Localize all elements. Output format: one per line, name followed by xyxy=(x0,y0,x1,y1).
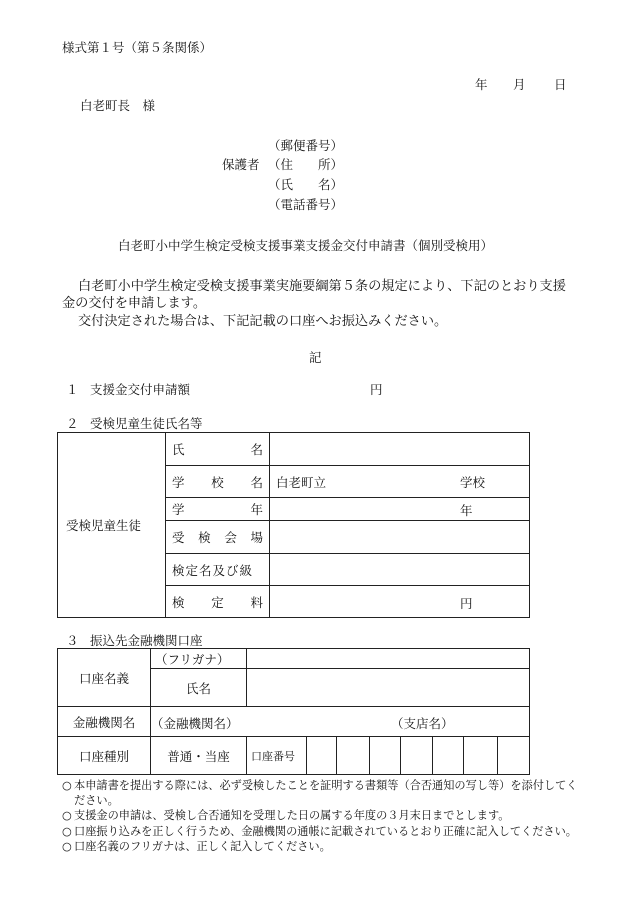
school-prefix: 白老町立 xyxy=(276,474,327,490)
account-digit-7[interactable] xyxy=(498,737,530,775)
account-digit-1[interactable] xyxy=(307,737,337,775)
student-group-label: 受検児童生徒 xyxy=(58,433,166,618)
name-label: （氏 名） xyxy=(268,177,344,192)
section1-number: １ xyxy=(66,382,79,397)
section2-number: ２ xyxy=(66,416,79,431)
grade-field[interactable] xyxy=(270,498,530,521)
notes-list xyxy=(62,778,580,854)
account-digit-2[interactable] xyxy=(337,737,370,775)
postal-code-label: （郵便番号） xyxy=(268,138,344,153)
account-number-label: 口座番号 xyxy=(247,737,307,775)
note-item: ○ 支援金の申請は、受検し合否通知を受理した日の属する年度の３月末日までとします。 xyxy=(62,809,510,823)
branch-name-hint: （支店名） xyxy=(391,715,454,731)
note-item: ○ 本申請書を提出する際には、必ず受検したことを証明する書類等（合否通知の写し等）を添付してください。 xyxy=(62,779,578,808)
date-day: 日 xyxy=(554,77,567,92)
guardian-label: 保護者 xyxy=(222,157,260,172)
exam-venue-field[interactable] xyxy=(270,521,530,554)
exam-name-field[interactable] xyxy=(270,554,530,586)
bank-name-label: 金融機関名 xyxy=(58,707,151,737)
date-month: 月 xyxy=(513,77,526,92)
label-grade: 学 年 xyxy=(166,498,270,521)
account-digit-4[interactable] xyxy=(401,737,433,775)
label-exam-fee: 検 定 料 xyxy=(166,586,270,618)
furigana-label: （フリガナ） xyxy=(151,649,247,669)
body-line-3: 交付決定された場合は、下記記載の口座へお振込みください。 xyxy=(78,314,448,329)
account-digit-6[interactable] xyxy=(464,737,498,775)
holder-name-field[interactable] xyxy=(247,669,530,707)
furigana-field[interactable] xyxy=(247,649,530,669)
label-name: 氏 名 xyxy=(166,433,270,466)
school-field[interactable] xyxy=(270,466,530,498)
addressee: 白老町長 様 xyxy=(80,98,156,113)
account-digit-3[interactable] xyxy=(370,737,401,775)
phone-label: （電話番号） xyxy=(268,197,344,212)
address-label: （住 所） xyxy=(268,157,344,172)
section1-unit: 円 xyxy=(370,382,383,397)
date-year: 年 xyxy=(475,77,488,92)
bank-name-hint: （金融機関名） xyxy=(151,715,239,731)
exam-fee-field[interactable] xyxy=(270,586,530,618)
section3-number: ３ xyxy=(66,633,79,648)
student-name-field[interactable] xyxy=(270,433,530,466)
document-title: 白老町小中学生検定受検支援事業支援金交付申請書（個別受検用） xyxy=(118,238,494,253)
account-type-value[interactable]: 普通・当座 xyxy=(151,737,247,775)
grade-suffix: 年 xyxy=(460,503,473,518)
section2-label: 受検児童生徒氏名等 xyxy=(90,416,203,431)
body-line-1: 白老町小中学生検定受検支援事業実施要綱第５条の規定により、下記のとおり支援 xyxy=(78,279,566,294)
label-school: 学 校 名 xyxy=(166,466,270,498)
fee-suffix: 円 xyxy=(460,595,473,611)
label-exam-venue: 受 検 会 場 xyxy=(166,521,270,554)
ki-heading: 記 xyxy=(309,350,322,365)
school-suffix: 学校 xyxy=(460,474,486,490)
label-exam-name-grade: 検定名及び級 xyxy=(166,554,270,586)
account-type-label: 口座種別 xyxy=(58,737,151,775)
bank-name-field[interactable] xyxy=(151,707,530,737)
student-info-table xyxy=(57,432,530,618)
account-digit-5[interactable] xyxy=(433,737,464,775)
form-number: 様式第１号（第５条関係） xyxy=(62,40,213,55)
section3-label: 振込先金融機関口座 xyxy=(90,633,203,648)
holder-name-label: 氏名 xyxy=(151,669,247,707)
bank-account-table xyxy=(57,648,530,775)
note-item: ○ 口座振り込みを正しく行うため、金融機関の通帳に記載されているとおり正確に記入してください。 xyxy=(62,824,577,838)
account-name-label: 口座名義 xyxy=(58,649,151,707)
body-line-2: 金の交付を申請します。 xyxy=(62,296,207,311)
note-item: ○ 口座名義のフリガナは、正しく記入してください。 xyxy=(62,839,331,853)
section1-label: 支援金交付申請額 xyxy=(90,382,191,397)
